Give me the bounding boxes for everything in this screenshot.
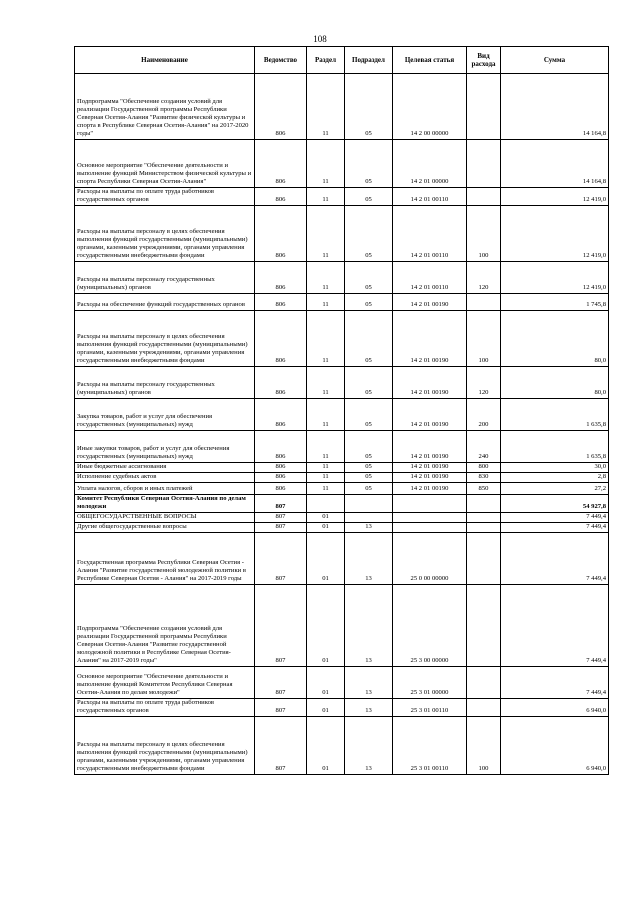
row-amount-cell: 27,2 (501, 483, 609, 495)
row-name-cell: Подпрограмма "Обеспечение создания условий для реализации Государственной программы Республики Северная Осетия-Алания "Развитие государственной молодежной политики в Республике Северная Осетия-Алания" на 2017-2019 годы" (75, 585, 255, 667)
row-target-item-cell: 14 2 01 00190 (393, 399, 467, 431)
row-target-item-cell: 14 2 01 00190 (393, 463, 467, 473)
row-name-cell: Подпрограмма "Обеспечение создания условий для реализации Государственной программы Республики Северная Осетия-Алания "Развитие физической культуры и спорта в Республике Северная Осетия-Алания" на 2017-2020 годы" (75, 74, 255, 140)
row-target-item-cell: 14 2 01 00190 (393, 367, 467, 399)
table-row (75, 717, 609, 775)
row-name-cell: ОБЩЕГОСУДАРСТВЕННЫЕ ВОПРОСЫ (75, 513, 255, 523)
row-subsection-cell: 05 (345, 463, 393, 473)
row-name-cell: Комитет Республики Северная Осетия-Алания по делам молодежи (75, 495, 255, 513)
row-expense-type-cell: 200 (467, 399, 501, 431)
row-department-cell: 807 (255, 699, 307, 717)
row-section-cell: 11 (307, 483, 345, 495)
table-row (75, 699, 609, 717)
table-row (75, 294, 609, 311)
row-expense-type-cell (467, 523, 501, 533)
row-department-cell: 806 (255, 311, 307, 367)
row-target-item-cell: 14 2 01 00190 (393, 311, 467, 367)
row-amount-cell: 14 164,8 (501, 74, 609, 140)
row-target-item-cell: 14 2 01 00190 (393, 294, 467, 311)
row-department-cell: 806 (255, 74, 307, 140)
row-subsection-cell: 05 (345, 399, 393, 431)
row-subsection-cell: 13 (345, 667, 393, 699)
row-name-cell: Расходы на выплаты по оплате труда работников государственных органов (75, 699, 255, 717)
row-subsection-cell: 05 (345, 431, 393, 463)
row-expense-type-cell: 100 (467, 206, 501, 262)
row-target-item-cell: 25 3 01 00110 (393, 717, 467, 775)
row-section-cell: 11 (307, 367, 345, 399)
row-expense-type-cell (467, 513, 501, 523)
row-section-cell: 11 (307, 206, 345, 262)
row-amount-cell: 80,0 (501, 311, 609, 367)
row-department-cell: 807 (255, 585, 307, 667)
row-section-cell (307, 495, 345, 513)
row-section-cell: 11 (307, 262, 345, 294)
row-expense-type-cell (467, 294, 501, 311)
row-name-cell: Основное мероприятие "Обеспечение деятельности и выполнение функций Комитетом Республики Северная Осетия-Алания по делам молодежи" (75, 667, 255, 699)
row-expense-type-cell (467, 495, 501, 513)
row-expense-type-cell (467, 74, 501, 140)
table-row (75, 140, 609, 188)
row-expense-type-cell: 100 (467, 717, 501, 775)
row-expense-type-cell: 240 (467, 431, 501, 463)
row-expense-type-cell (467, 667, 501, 699)
row-subsection-cell: 05 (345, 262, 393, 294)
row-department-cell: 807 (255, 533, 307, 585)
table-row (75, 367, 609, 399)
table-row (75, 523, 609, 533)
row-department-cell: 806 (255, 367, 307, 399)
row-subsection-cell: 05 (345, 294, 393, 311)
row-amount-cell: 1 635,8 (501, 399, 609, 431)
row-expense-type-cell: 830 (467, 473, 501, 483)
header-name: Наименование (75, 47, 255, 74)
row-name-cell: Закупка товаров, работ и услуг для обеспечения государственных (муниципальных) нужд (75, 399, 255, 431)
table-row (75, 399, 609, 431)
row-name-cell: Расходы на обеспечение функций государственных органов (75, 294, 255, 311)
row-target-item-cell (393, 513, 467, 523)
table-row (75, 431, 609, 463)
row-department-cell: 806 (255, 483, 307, 495)
header-target-item: Целевая статья (393, 47, 467, 74)
row-department-cell: 806 (255, 188, 307, 206)
row-expense-type-cell (467, 140, 501, 188)
row-subsection-cell: 13 (345, 585, 393, 667)
row-target-item-cell: 14 2 01 00110 (393, 262, 467, 294)
row-section-cell: 11 (307, 140, 345, 188)
row-department-cell: 806 (255, 463, 307, 473)
row-subsection-cell: 05 (345, 74, 393, 140)
row-amount-cell: 12 419,0 (501, 206, 609, 262)
header-expense-type: Вид расхода (467, 47, 501, 74)
table-row (75, 585, 609, 667)
row-department-cell: 806 (255, 140, 307, 188)
row-section-cell: 01 (307, 585, 345, 667)
row-target-item-cell: 25 3 00 00000 (393, 585, 467, 667)
row-target-item-cell: 14 2 01 00000 (393, 140, 467, 188)
row-target-item-cell (393, 523, 467, 533)
row-amount-cell: 30,0 (501, 463, 609, 473)
row-department-cell: 806 (255, 399, 307, 431)
row-amount-cell: 14 164,8 (501, 140, 609, 188)
table-row (75, 483, 609, 495)
row-subsection-cell: 13 (345, 699, 393, 717)
row-section-cell: 01 (307, 533, 345, 585)
row-section-cell: 11 (307, 463, 345, 473)
table-header-row (75, 47, 609, 74)
header-amount: Сумма (501, 47, 609, 74)
row-target-item-cell: 25 0 00 00000 (393, 533, 467, 585)
row-subsection-cell (345, 495, 393, 513)
row-section-cell: 01 (307, 523, 345, 533)
row-amount-cell: 1 635,8 (501, 431, 609, 463)
row-expense-type-cell (467, 533, 501, 585)
row-amount-cell: 6 940,0 (501, 717, 609, 775)
row-department-cell: 807 (255, 523, 307, 533)
table-row (75, 667, 609, 699)
table-row (75, 463, 609, 473)
row-department-cell: 807 (255, 513, 307, 523)
table-row (75, 74, 609, 140)
row-name-cell: Другие общегосударственные вопросы (75, 523, 255, 533)
header-subsection: Подраздел (345, 47, 393, 74)
row-department-cell: 807 (255, 667, 307, 699)
row-section-cell: 11 (307, 399, 345, 431)
row-target-item-cell: 14 2 01 00110 (393, 188, 467, 206)
row-section-cell: 11 (307, 473, 345, 483)
row-section-cell: 11 (307, 311, 345, 367)
row-amount-cell: 7 449,4 (501, 667, 609, 699)
row-subsection-cell: 05 (345, 311, 393, 367)
row-target-item-cell: 25 3 01 00000 (393, 667, 467, 699)
row-name-cell: Основное мероприятие "Обеспечение деятельности и выполнение функций Министерством физической культуры и спорта Республики Северная Осетия-Алания" (75, 140, 255, 188)
row-amount-cell: 7 449,4 (501, 513, 609, 523)
row-subsection-cell (345, 513, 393, 523)
row-target-item-cell: 14 2 01 00190 (393, 431, 467, 463)
row-target-item-cell: 14 2 01 00110 (393, 206, 467, 262)
row-expense-type-cell: 800 (467, 463, 501, 473)
budget-table (74, 46, 609, 775)
row-name-cell: Государственная программа Республики Северная Осетия - Алания "Развитие государственной молодежной политики в Республике Северная Осетия - Алания" на 2017-2019 годы (75, 533, 255, 585)
row-subsection-cell: 05 (345, 206, 393, 262)
page-number: 108 (313, 34, 327, 44)
row-target-item-cell (393, 495, 467, 513)
row-expense-type-cell: 120 (467, 262, 501, 294)
row-department-cell: 806 (255, 473, 307, 483)
table-row (75, 262, 609, 294)
row-section-cell: 01 (307, 667, 345, 699)
table-row (75, 495, 609, 513)
row-amount-cell: 2,8 (501, 473, 609, 483)
row-name-cell: Расходы на выплаты по оплате труда работников государственных органов (75, 188, 255, 206)
row-name-cell: Иные закупки товаров, работ и услуг для обеспечения государственных (муниципальных) нужд (75, 431, 255, 463)
row-name-cell: Исполнение судебных актов (75, 473, 255, 483)
row-department-cell: 807 (255, 495, 307, 513)
row-amount-cell: 7 449,4 (501, 523, 609, 533)
row-subsection-cell: 05 (345, 473, 393, 483)
row-amount-cell: 12 419,0 (501, 188, 609, 206)
table-row (75, 206, 609, 262)
row-name-cell: Расходы на выплаты персоналу государственных (муниципальных) органов (75, 367, 255, 399)
row-section-cell: 01 (307, 513, 345, 523)
row-subsection-cell: 13 (345, 523, 393, 533)
row-subsection-cell: 05 (345, 367, 393, 399)
table-row (75, 533, 609, 585)
row-target-item-cell: 14 2 01 00190 (393, 473, 467, 483)
table-row (75, 188, 609, 206)
row-section-cell: 11 (307, 188, 345, 206)
row-section-cell: 01 (307, 717, 345, 775)
row-amount-cell: 1 745,8 (501, 294, 609, 311)
row-department-cell: 806 (255, 206, 307, 262)
row-name-cell: Расходы на выплаты персоналу в целях обеспечения выполнения функций государственными (муниципальными) органами, казенными учреждениями, органами управления государственными внебюджетными фондами (75, 206, 255, 262)
row-target-item-cell: 25 3 01 00110 (393, 699, 467, 717)
row-subsection-cell: 05 (345, 483, 393, 495)
row-section-cell: 11 (307, 74, 345, 140)
row-amount-cell: 6 940,0 (501, 699, 609, 717)
row-name-cell: Расходы на выплаты персоналу в целях обеспечения выполнения функций государственными (муниципальными) органами, казенными учреждениями, органами управления государственными внебюджетными фондами (75, 311, 255, 367)
row-section-cell: 11 (307, 294, 345, 311)
header-department: Ведомство (255, 47, 307, 74)
row-name-cell: Иные бюджетные ассигнования (75, 463, 255, 473)
row-target-item-cell: 14 2 01 00190 (393, 483, 467, 495)
row-department-cell: 806 (255, 431, 307, 463)
row-subsection-cell: 05 (345, 188, 393, 206)
table-row (75, 473, 609, 483)
row-section-cell: 11 (307, 431, 345, 463)
row-expense-type-cell: 850 (467, 483, 501, 495)
row-name-cell: Уплата налогов, сборов и иных платежей (75, 483, 255, 495)
row-expense-type-cell: 120 (467, 367, 501, 399)
row-amount-cell: 7 449,4 (501, 585, 609, 667)
row-department-cell: 807 (255, 717, 307, 775)
table-row (75, 311, 609, 367)
row-amount-cell: 54 927,8 (501, 495, 609, 513)
row-subsection-cell: 13 (345, 533, 393, 585)
row-amount-cell: 7 449,4 (501, 533, 609, 585)
row-name-cell: Расходы на выплаты персоналу государственных (муниципальных) органов (75, 262, 255, 294)
header-section: Раздел (307, 47, 345, 74)
row-expense-type-cell: 100 (467, 311, 501, 367)
row-expense-type-cell (467, 585, 501, 667)
row-expense-type-cell (467, 188, 501, 206)
row-amount-cell: 80,0 (501, 367, 609, 399)
row-subsection-cell: 13 (345, 717, 393, 775)
table-row (75, 513, 609, 523)
row-section-cell: 01 (307, 699, 345, 717)
row-name-cell: Расходы на выплаты персоналу в целях обеспечения выполнения функций государственными (муниципальными) органами, казенными учреждениями, органами управления государственными внебюджетными фондами (75, 717, 255, 775)
row-subsection-cell: 05 (345, 140, 393, 188)
row-expense-type-cell (467, 699, 501, 717)
row-amount-cell: 12 419,0 (501, 262, 609, 294)
row-target-item-cell: 14 2 00 00000 (393, 74, 467, 140)
row-department-cell: 806 (255, 262, 307, 294)
row-department-cell: 806 (255, 294, 307, 311)
